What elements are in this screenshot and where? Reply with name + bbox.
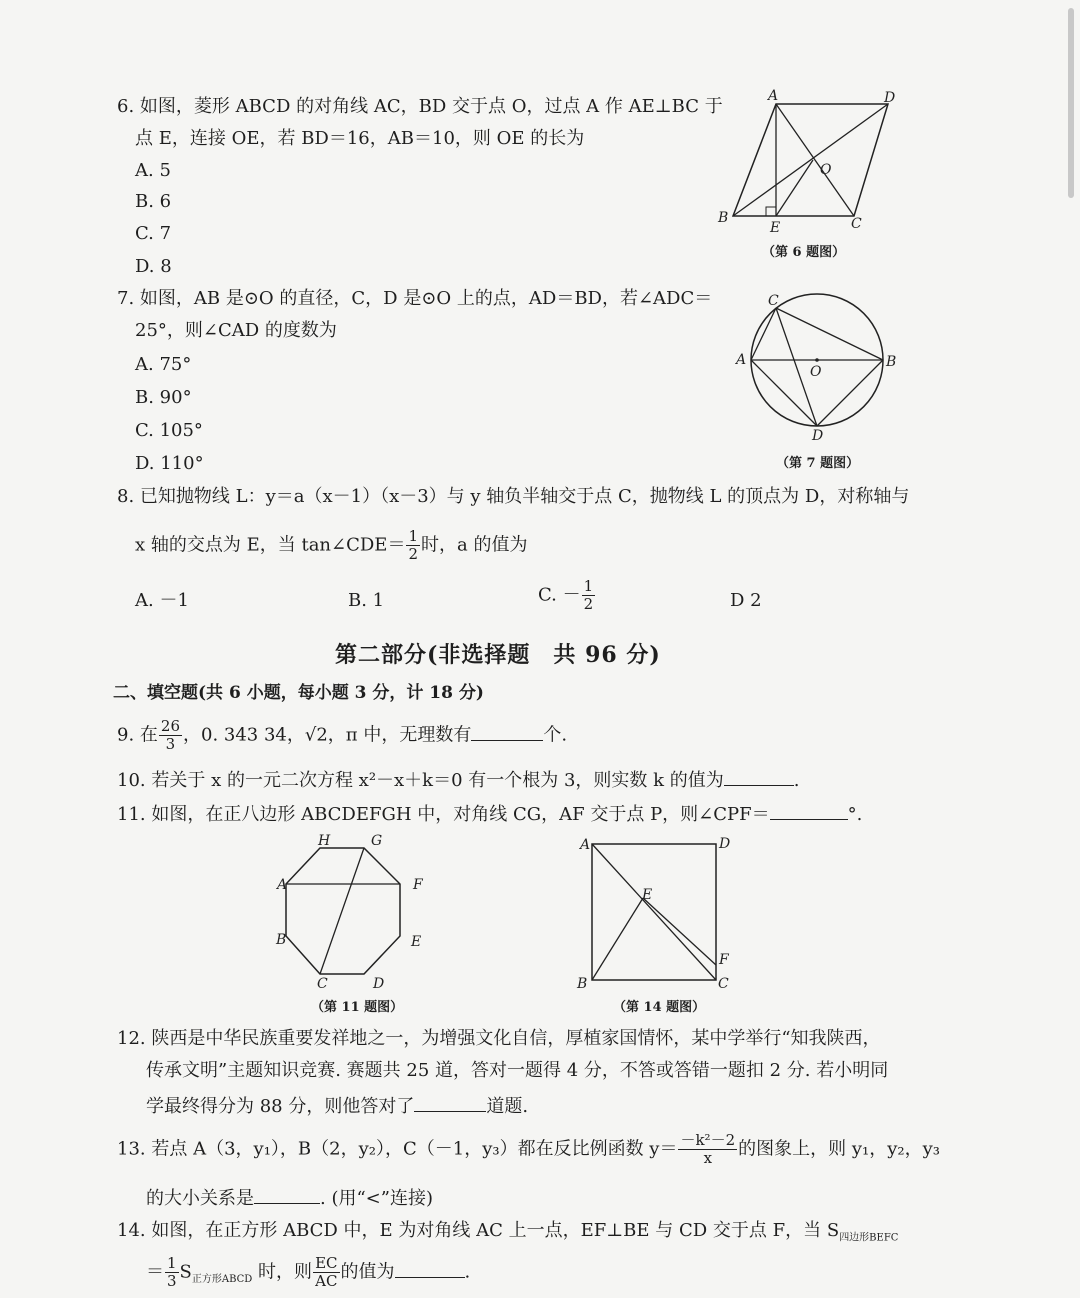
q13-line2 xyxy=(146,1185,433,1210)
q13-line2-post: . (用“<”连接) xyxy=(320,1188,433,1209)
fig14-label-e: E xyxy=(642,887,653,903)
fig11-label-a: A xyxy=(277,877,288,893)
q9-post: ，0. 343 34，√2，π 中，无理数有 xyxy=(183,724,472,746)
fig14-label-f: F xyxy=(719,952,729,968)
q8-line1: 8. 已知抛物线 L：y＝a（x－1）（x－3）与 y 轴负半轴交于点 C，抛物线 L 的顶点为 D，对称轴与 xyxy=(117,486,910,507)
q6-option-d: D. 8 xyxy=(135,256,172,277)
fig6-label-b: B xyxy=(718,210,729,226)
fig14-caption: （第 14 题图） xyxy=(613,1000,706,1015)
q8-option-d: D 2 xyxy=(730,590,762,611)
q14-line1-text: 14. 如图，在正方形 ABCD 中，E 为对角线 AC 上一点，EF⊥BE 与 CD 交于点 F，当 S xyxy=(117,1220,840,1241)
q11-text: 11. 如图，在正八边形 ABCDEFGH 中，对角线 CG，AF 交于点 P，则∠CPF＝ xyxy=(117,804,770,825)
q7-option-a: A. 75° xyxy=(135,354,192,375)
q14-s: S xyxy=(179,1261,192,1283)
q13-fraction xyxy=(678,1132,737,1167)
q7-option-c: C. 105° xyxy=(135,420,203,441)
fig14-label-d: D xyxy=(719,836,731,852)
q8-frac-num: 1 xyxy=(408,527,418,545)
q7-option-d: D. 110° xyxy=(135,453,204,474)
q14-frac1 xyxy=(165,1255,179,1290)
q13-line1 xyxy=(117,1132,940,1167)
q8-option-c-pre: C. － xyxy=(538,584,581,606)
q9-end: 个. xyxy=(543,724,568,746)
q8-fraction xyxy=(406,528,420,563)
q8-line2-post: 时，a 的值为 xyxy=(421,534,528,556)
q6-option-b: B. 6 xyxy=(135,191,172,212)
q9-pre: 9. 在 xyxy=(117,724,158,746)
q12-line2: 传承文明”主题知识竞赛. 赛题共 25 道，答对一题得 4 分，不答或答错一题扣 2 分. 若小明同 xyxy=(146,1060,889,1081)
fig6-label-o: O xyxy=(820,162,832,178)
q10-end: . xyxy=(793,770,800,791)
fig6-label-e: E xyxy=(770,220,781,236)
q9-fraction xyxy=(159,718,182,753)
q14-end: . xyxy=(464,1261,471,1283)
q6-option-a: A. 5 xyxy=(135,160,171,181)
scrollbar[interactable] xyxy=(1066,0,1076,1298)
q8-optc-den: 2 xyxy=(583,595,594,613)
q11-end: °. xyxy=(847,804,863,825)
q13-pre: 13. 若点 A（3，y₁），B（2，y₂），C（－1，y₃）都在反比例函数 y＝ xyxy=(117,1138,678,1160)
fig11-label-f: F xyxy=(413,877,423,893)
q10-text: 10. 若关于 x 的一元二次方程 x²－x＋k＝0 有一个根为 3，则实数 k 的值为 xyxy=(117,770,724,791)
fig11-label-g: G xyxy=(371,833,383,849)
q9-answer-blank[interactable] xyxy=(471,722,543,741)
q9-frac-den: 3 xyxy=(165,735,176,753)
q6-line2: 点 E，连接 OE，若 BD＝16，AB＝10，则 OE 的长为 xyxy=(135,128,585,149)
q14-line2-post: 的值为 xyxy=(340,1261,395,1283)
fig11-label-c: C xyxy=(317,976,328,992)
q12-line3-pre: 学最终得分为 88 分，则他答对了 xyxy=(146,1096,415,1117)
q8-line2 xyxy=(135,528,527,563)
figure-14-square xyxy=(575,832,745,992)
fig7-label-a: A xyxy=(736,352,747,368)
fig14-label-c: C xyxy=(718,976,729,992)
fig6-label-d: D xyxy=(884,90,896,106)
q12-answer-blank[interactable] xyxy=(414,1093,486,1112)
q13-answer-blank[interactable] xyxy=(254,1185,320,1204)
fig11-label-e: E xyxy=(411,934,422,950)
q13-frac-den: x xyxy=(703,1149,713,1167)
q7-option-b: B. 90° xyxy=(135,387,192,408)
fig7-label-b: B xyxy=(886,354,897,370)
q6-option-c: C. 7 xyxy=(135,223,172,244)
q12-line3-post: 道题. xyxy=(486,1096,529,1117)
q14-answer-blank[interactable] xyxy=(395,1259,465,1278)
q14-sub2: 正方形ABCD xyxy=(191,1274,253,1286)
q14-line1 xyxy=(117,1220,898,1250)
q8-option-b: B. 1 xyxy=(348,590,385,611)
section2-title: 二、填空题(共 6 小题，每小题 3 分，计 18 分) xyxy=(113,683,484,703)
fig7-label-c: C xyxy=(768,293,779,309)
q8-frac-den: 2 xyxy=(408,545,418,563)
q14-sub1: 四边形BEFC xyxy=(839,1232,899,1244)
q7-line2: 25°，则∠CAD 的度数为 xyxy=(135,320,337,341)
q14-frac1-den: 3 xyxy=(167,1272,177,1290)
figure-11-octagon xyxy=(270,828,440,998)
q8-option-c xyxy=(538,578,596,613)
fig11-label-d: D xyxy=(373,976,385,992)
q14-frac2 xyxy=(313,1255,339,1290)
q14-line2-mid: 时，则 xyxy=(252,1261,313,1283)
q8-option-c-frac xyxy=(582,578,596,613)
q13-frac-num: －k²－2 xyxy=(680,1131,736,1149)
q9-frac-num: 26 xyxy=(160,717,180,735)
fig6-label-c: C xyxy=(851,216,862,232)
q13-post: 的图象上，则 y₁，y₂，y₃ xyxy=(738,1138,941,1160)
fig6-caption: （第 6 题图） xyxy=(762,245,846,260)
fig14-label-b: B xyxy=(577,976,588,992)
fig6-label-a: A xyxy=(768,88,779,104)
part2-heading: 第二部分(非选择题 共 96 分) xyxy=(335,642,661,668)
figure-7-circle xyxy=(730,288,900,448)
q7-line1: 7. 如图，AB 是⊙O 的直径，C，D 是⊙O 上的点，AD＝BD，若∠ADC＝ xyxy=(117,288,713,309)
q10-answer-blank[interactable] xyxy=(724,767,794,786)
q10 xyxy=(117,767,800,792)
q8-option-a: A. －1 xyxy=(135,590,189,611)
fig11-label-h: H xyxy=(318,833,331,849)
q14-line2 xyxy=(146,1255,470,1291)
q8-optc-num: 1 xyxy=(583,577,594,595)
q14-frac2-num: EC xyxy=(315,1254,338,1272)
q14-frac1-num: 1 xyxy=(167,1254,177,1272)
scrollbar-thumb[interactable] xyxy=(1068,8,1074,198)
q8-line2-pre: x 轴的交点为 E，当 tan∠CDE＝ xyxy=(135,534,406,556)
q11-answer-blank[interactable] xyxy=(770,801,848,820)
q9 xyxy=(117,718,567,753)
fig11-label-b: B xyxy=(276,932,287,948)
q12-line3 xyxy=(146,1093,528,1118)
q14-frac2-den: AC xyxy=(315,1272,338,1290)
fig7-label-o: O xyxy=(810,364,822,380)
q6-line1: 6. 如图，菱形 ABCD 的对角线 AC，BD 交于点 O，过点 A 作 AE⊥BC 于 xyxy=(117,96,723,117)
fig11-caption: （第 11 题图） xyxy=(311,1000,404,1015)
fig14-label-a: A xyxy=(580,837,591,853)
q12-line1: 12. 陕西是中华民族重要发祥地之一，为增强文化自信，厚植家国情怀，某中学举行“知我陕西， xyxy=(117,1028,881,1049)
q11 xyxy=(117,801,862,826)
q13-line2-pre: 的大小关系是 xyxy=(146,1188,254,1209)
fig7-caption: （第 7 题图） xyxy=(776,456,860,471)
figure-6-rhombus xyxy=(700,90,910,240)
q14-line2-pre: ＝ xyxy=(146,1261,164,1283)
fig7-label-d: D xyxy=(812,428,824,444)
